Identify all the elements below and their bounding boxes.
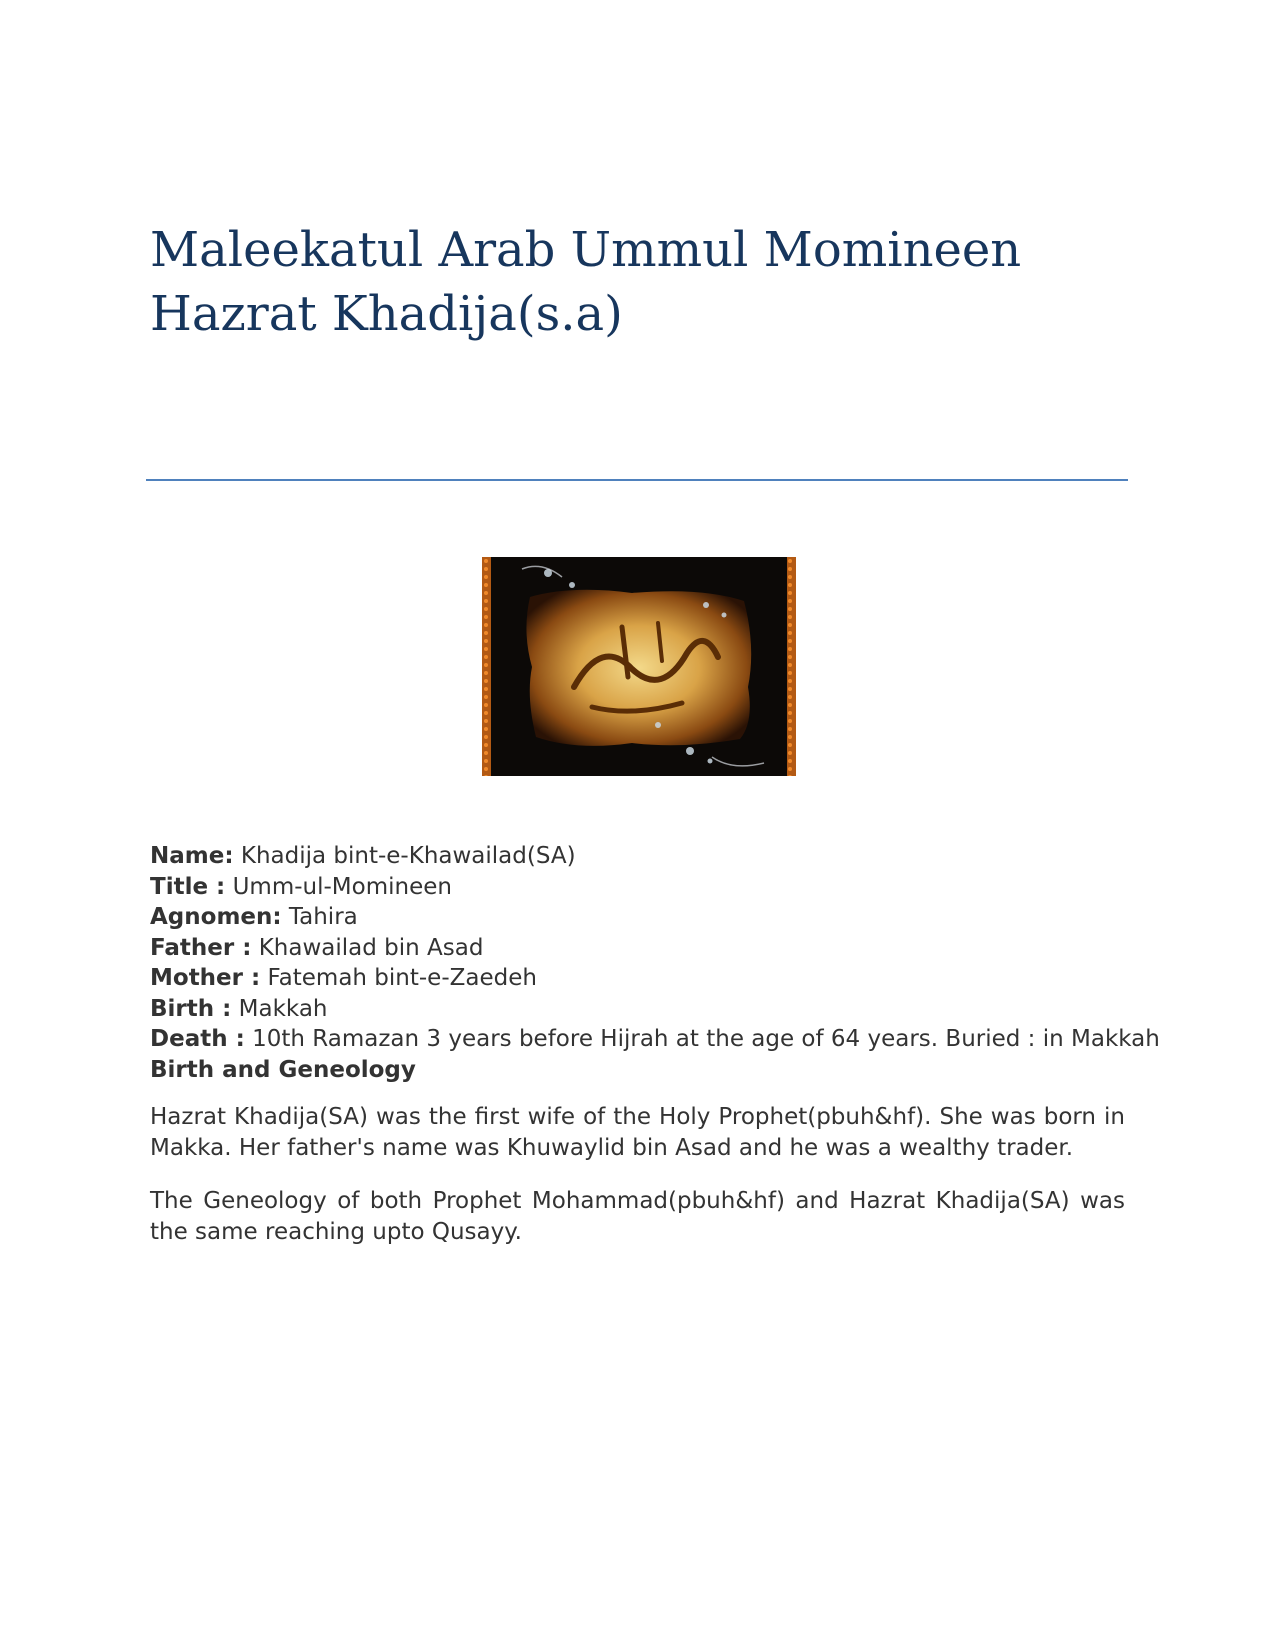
fact-label: Mother :	[150, 965, 261, 991]
paragraph: Hazrat Khadija(SA) was the first wife of the Holy Prophet(pbuh&hf). She was born in Makka. Her father's name was Khuwaylid bin Asad and he was a wealthy trader.	[150, 1104, 1125, 1161]
fact-value: Khadija bint-e-Khawailad(SA)	[233, 843, 576, 869]
fact-label: Name:	[150, 843, 234, 869]
fact-label: Agnomen:	[150, 904, 282, 930]
page-title-line-1: Maleekatul Arab Ummul Momineen	[150, 222, 1022, 278]
fact-value: Khawailad bin Asad	[251, 934, 484, 961]
biography-facts	[150, 841, 1160, 1085]
page-title-line-2: Hazrat Khadija(s.a)	[150, 286, 623, 342]
fact-mother	[150, 963, 1135, 994]
fact-value: 10th Ramazan 3 years before Hijrah at the age of 64 years. Buried : in Makkah	[244, 1026, 1160, 1052]
fact-value: Makkah	[231, 995, 328, 1022]
fact-label: Father :	[150, 934, 252, 961]
section-heading: Birth and Geneology	[150, 1056, 416, 1083]
fact-value: Fatemah bint-e-Zaedeh	[260, 965, 537, 991]
fact-agnomen	[150, 902, 1135, 933]
fact-label: Death :	[150, 1026, 245, 1052]
fact-father	[150, 933, 1135, 964]
paragraph: The Geneology of both Prophet Mohammad(pbuh&hf) and Hazrat Khadija(SA) was the same reaching upto Qusayy.	[150, 1188, 1125, 1245]
fact-name	[150, 841, 1135, 872]
title-divider	[146, 479, 1128, 481]
fact-title	[150, 872, 1135, 903]
fact-birth	[150, 994, 1135, 1025]
calligraphy-image	[482, 557, 796, 776]
fact-value: Umm-ul-Momineen	[225, 873, 452, 900]
fact-value: Tahira	[281, 904, 358, 930]
fact-label: Title :	[150, 873, 226, 900]
fact-death	[150, 1024, 1160, 1055]
page-title	[150, 218, 1130, 346]
fact-label: Birth :	[150, 995, 232, 1022]
